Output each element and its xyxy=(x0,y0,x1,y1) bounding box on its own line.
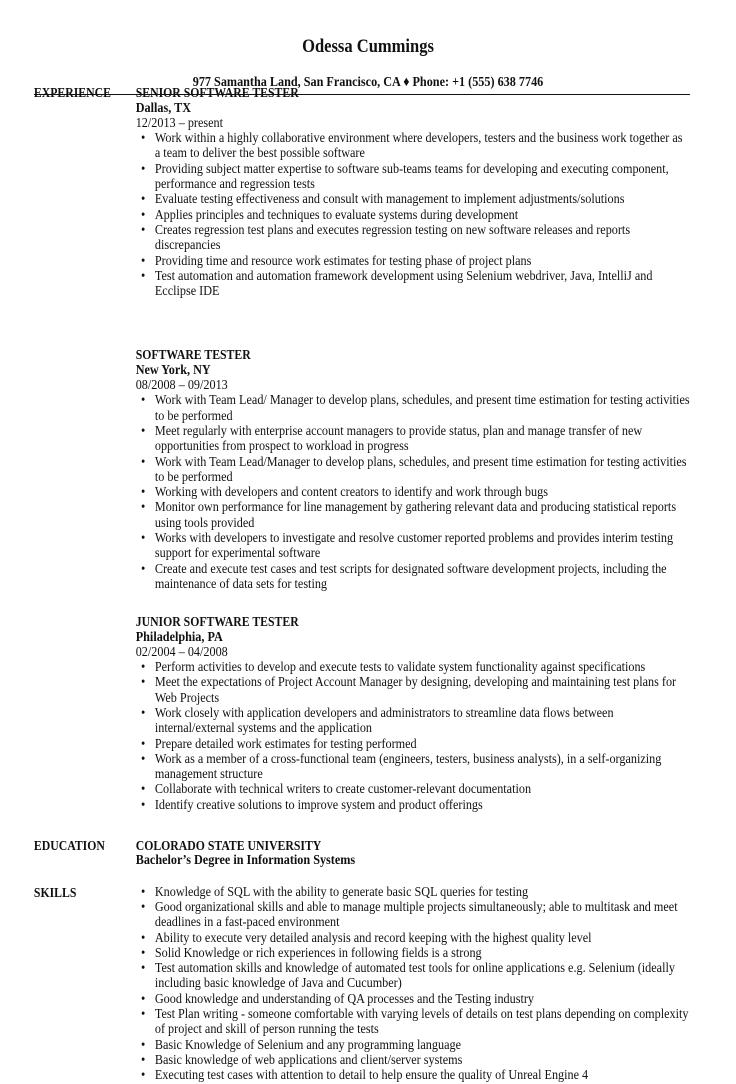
list-item: • Identify creative solutions to improve system and product offerings xyxy=(136,798,690,813)
job-dates: 08/2008 – 09/2013 xyxy=(135,378,228,394)
skill-item: • Knowledge of SQL with the ability to generate basic SQL queries for testing xyxy=(136,885,690,900)
skill-item: • Good knowledge and understanding of QA processes and the Testing industry xyxy=(136,992,690,1007)
list-item: • Work within a highly collaborative environment where developers, testers and the business work together as a team to deliver the best possible software xyxy=(136,131,690,162)
job-entry xyxy=(136,614,690,813)
skill-item: • Ability to execute very detailed analysis and record keeping with the highest quality level xyxy=(136,931,690,946)
list-item: • Providing time and resource work estimates for testing phase of project plans xyxy=(136,254,690,269)
list-item: • Perform activities to develop and execute tests to validate system functionality against specifications xyxy=(136,660,690,675)
skills-list xyxy=(136,885,690,1084)
skill-item: • Basic Knowledge of Selenium and any programming language xyxy=(136,1038,690,1053)
job-location: New York, NY xyxy=(135,362,211,378)
list-item: • Creates regression test plans and executes regression testing on new software releases and reports discrepancies xyxy=(136,223,690,254)
job-location: Dallas, TX xyxy=(135,100,192,116)
skill-item: • Executing test cases with attention to detail to help ensure the quality of Unreal Engine 4 xyxy=(136,1068,690,1083)
school-name: COLORADO STATE UNIVERSITY xyxy=(135,838,322,854)
list-item: • Works with developers to investigate and resolve customer reported problems and provides interim testing support for experimental software xyxy=(136,531,690,562)
candidate-name: Odessa Cummings xyxy=(302,36,434,57)
list-item: • Monitor own performance for line management by gathering relevant data and producing statistical reports using tools provided xyxy=(136,500,690,531)
list-item: • Test automation and automation framework development using Selenium webdriver, Java, IntelliJ and Ecclipse IDE xyxy=(136,269,690,300)
skills-section xyxy=(34,885,690,1084)
list-item: • Work with Team Lead/ Manager to develop plans, schedules, and present time estimation for testing activities to be performed xyxy=(136,393,690,424)
job-dates: 02/2004 – 04/2008 xyxy=(135,644,228,660)
list-item: • Working with developers and content creators to identify and work through bugs xyxy=(136,485,690,500)
skill-item: • Test automation skills and knowledge of automated test tools for online applications e.g. Selenium (ideally including basic knowledge of Java and Cucumber) xyxy=(136,961,690,992)
list-item: • Providing subject matter expertise to software sub-teams teams for developing and executing component, performance and regression tests xyxy=(136,162,690,193)
job-entry xyxy=(136,85,690,299)
list-item: • Evaluate testing effectiveness and consult with management to implement adjustments/solutions xyxy=(136,192,690,207)
experience-entries xyxy=(136,85,690,813)
job-title: SOFTWARE TESTER xyxy=(135,347,251,363)
section-label-education: EDUCATION xyxy=(33,838,105,854)
list-item: • Work closely with application developers and administrators to streamline data flows between internal/external systems and the application xyxy=(136,706,690,737)
skill-item: • Basic knowledge of web applications and client/server systems xyxy=(136,1053,690,1068)
job-dates: 12/2013 – present xyxy=(135,115,224,131)
degree: Bachelor’s Degree in Information Systems xyxy=(135,853,356,869)
education-section xyxy=(34,838,690,869)
list-item: • Collaborate with technical writers to create customer-relevant documentation xyxy=(136,782,690,797)
list-item: • Work as a member of a cross-functional team (engineers, testers, business analysts), in a self-organizing management structure xyxy=(136,752,690,783)
list-item: • Meet regularly with enterprise account managers to provide status, plan and manage transfer of new opportunities from prospect to workload in progress xyxy=(136,424,690,455)
job-bullets xyxy=(136,660,690,813)
skill-item: • Test Plan writing - someone comfortable with varying levels of details on test plans depending on complexity of project and skill of person running the tests xyxy=(136,1007,690,1038)
job-title: JUNIOR SOFTWARE TESTER xyxy=(135,614,299,630)
section-label-skills: SKILLS xyxy=(33,884,77,900)
skill-item: • Solid Knowledge or rich experiences in following fields is a strong xyxy=(136,946,690,961)
job-entry xyxy=(136,347,690,592)
list-item: • Create and execute test cases and test scripts for designated software development projects, including the maintenance of data sets for testing xyxy=(136,562,690,593)
job-title: SENIOR SOFTWARE TESTER xyxy=(135,85,299,101)
skill-item: • Good organizational skills and able to manage multiple projects simultaneously; able to multitask and meet deadlines in a fast-paced environment xyxy=(136,900,690,931)
contact-line: 977 Samantha Land, San Francisco, CA ♦ Phone: +1 (555) 638 7746 xyxy=(192,75,544,90)
list-item: • Applies principles and techniques to evaluate systems during development xyxy=(136,208,690,223)
list-item: • Meet the expectations of Project Account Manager by designing, developing and maintaining test plans for Web Projects xyxy=(136,675,690,706)
list-item: • Work with Team Lead/Manager to develop plans, schedules, and present time estimation for testing activities to be performed xyxy=(136,455,690,486)
section-label-experience: EXPERIENCE xyxy=(33,85,111,101)
job-bullets xyxy=(136,393,690,592)
job-location: Philadelphia, PA xyxy=(135,629,223,645)
list-item: • Prepare detailed work estimates for testing performed xyxy=(136,737,690,752)
education-entry xyxy=(136,838,690,869)
experience-section xyxy=(34,85,690,813)
job-bullets xyxy=(136,131,690,299)
